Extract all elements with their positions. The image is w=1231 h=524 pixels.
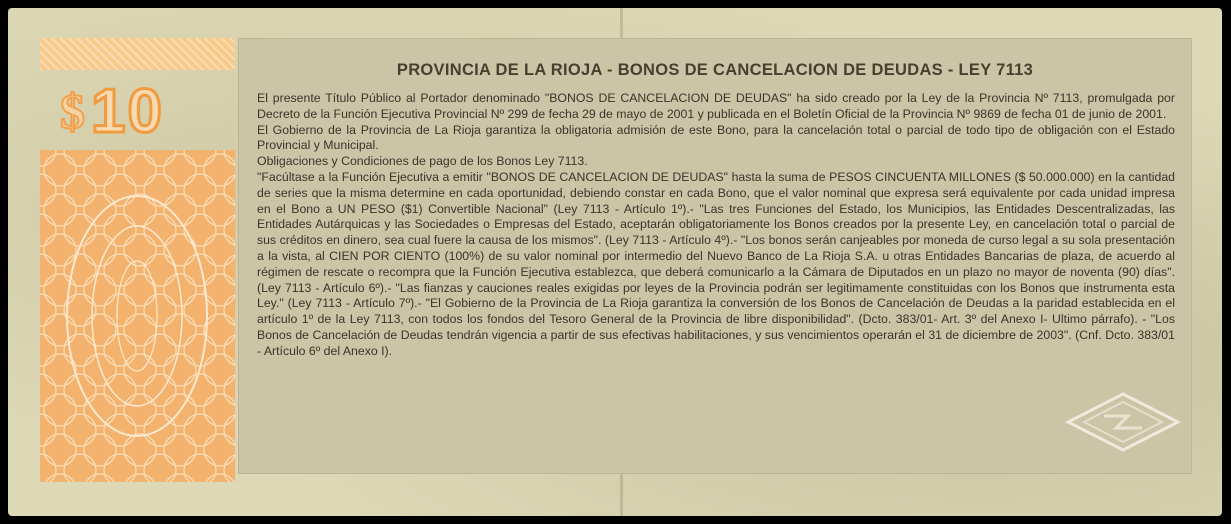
denomination-value: 10 [91,76,164,146]
text-panel [238,38,1192,474]
currency-symbol: $ [60,83,85,139]
bond-title: PROVINCIA DE LA RIOJA - BONOS DE CANCELACION DE DEUDAS - LEY 7113 [396,61,1034,79]
top-stripe [40,38,235,70]
guilloche-svg [40,150,235,482]
left-ornament-panel [40,38,235,483]
guilloche-pattern [40,150,235,482]
emblem-icon [1064,390,1182,454]
bond-body [257,91,1175,360]
paragraph-articles: "Facúltase a la Función Ejecutiva a emitir "BONOS DE CANCELACION DE DEUDAS" hasta la suma de PESOS CINCUENTA MILLONES ($ 50.000.000) en la cantidad de series que la misma determine en cada oportunidad, debiendo constar en cada Bono, que el valor nominal que expresa será equivalente por cada unidad impresa en el Bono a UN PESO ($1) Convertible Nacional" (Ley 7113 - Artículo 1º).- "Las tres Funciones del Estado, los Municipios, las Entidades Descentralizadas, las Entidades Autárquicas y las Sociedades o Empresas del Estado, aceptarán obligatoriamente los Bonos creados por la presente Ley, en cancelación total o parcial de sus créditos en dinero, sea cual fuere la causa de los mismos". (Ley 7113 - Artículo 4º).- "Los bonos serán canjeables por moneda de curso legal a su sola presentación a la vista, al CIEN POR CIENTO (100%) de su valor nominal por intermedio del Nuevo Banco de La Rioja S.A. u otras Entidades Bancarias de plaza, de acuerdo al régimen de rescate o recompra que la Función Ejecutiva establezca, que deberá comunicarlo a la Cámara de Diputados en un plazo no mayor de noventa (90) días". (Ley 7113 - Artículo 6º).- "Las fianzas y cauciones reales exigidas por leyes de la Provincia podrán ser legitimamente constituidas con los Bonos que instrumenta esta Ley." (Ley 7113 - Artículo 7º).- "El Gobierno de la Provincia de La Rioja garantiza la conversión de los Bonos de Cancelación de Deudas a la paridad establecida en el artículo 1º de la Ley 7113, con todos los fondos del Tesoro General de la Provincia de libre disponibilidad". (Dcto. 383/01- Art. 3º del Anexo I- Ultimo párrafo). - "Los Bonos de Cancelación de Deudas tendrán vigencia a partir de sus efectivas habilitaciones, y sus vencimientos operarán el 31 de diciembre de 2003". (Cnf. Dcto. 383/01 - Artículo 6º del Anexo I). [257,169,1175,358]
denomination [40,76,255,146]
paragraph-creation: El presente Título Público al Portador denominado "BONOS DE CANCELACION DE DEUDAS" ha sido creado por la Ley de la Provincia Nº 7113, promulgada por Decreto de la Función Ejecutiva Provincial Nº 299 de fecha 29 de mayo de 2001 y publicada en el Boletín Oficial de la Provincia Nº 9869 de fecha 01 de junio de 2001. [257,91,1175,121]
paragraph-obligations-heading: Obligaciones y Condiciones de pago de los Bonos Ley 7113. [257,154,588,169]
paragraph-guarantee: El Gobierno de la Provincia de La Rioja garantiza la obligatoria admisión de este Bono, para la cancelación total o parcial de todo tipo de obligación con el Estado Provincial y Municipal. [257,122,1175,153]
